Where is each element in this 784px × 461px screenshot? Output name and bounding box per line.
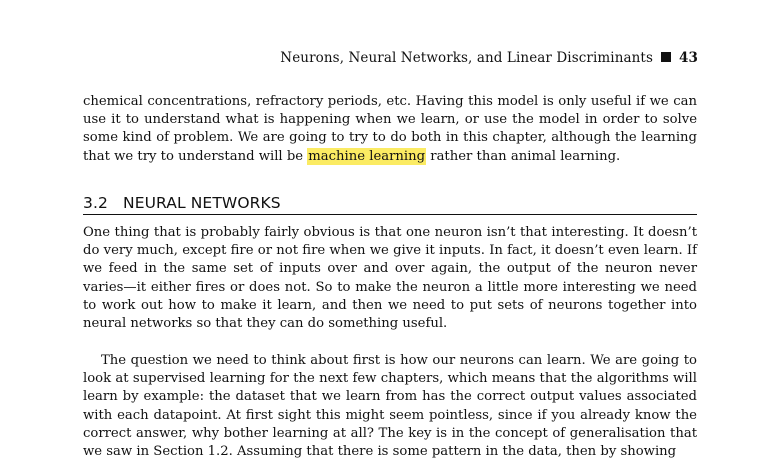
paragraph-one-neuron: One thing that is probably fairly obvious is that one neuron isn’t that interesting. It doesn’t do very much, except fire or not fire when we give it inputs. In fact, it doesn’t even learn. If we feed in the same set of inputs over and over again, the output of the neuron never varies—it either fires or does not. So to make the neuron a little more interesting we need to work out how to make it learn, and then we need to put sets of neurons together into neural networks so that they can do something useful. (83, 225, 697, 332)
page-number: 43 (679, 50, 698, 66)
running-title: Neurons, Neural Networks, and Linear Discriminants (280, 50, 653, 66)
highlighted-phrase[interactable]: machine learning (308, 148, 426, 164)
section-number: 3.2 (83, 194, 108, 212)
section-heading (83, 194, 697, 215)
paragraph-intro (83, 93, 697, 166)
section-title: NEURAL NETWORKS (123, 194, 281, 212)
paragraph-supervised-learning: The question we need to think about first is how our neurons can learn. We are going to look at supervised learning for the next few chapters, which means that the algorithms will learn by example: the dataset that we learn from has the correct output values associated with each datapoint. At first sight this might seem pointless, since if you already know the correct answer, why bother learning at all? The key is in the concept of generalisation that we saw in Section 1.2. Assuming that there is some pattern in the data, then by showing (83, 353, 697, 460)
paragraph-intro-text-before: chemical concentrations, refractory periods, etc. Having this model is only useful if we can use it to understand what is happening when we learn, or use the model in order to solve some kind of problem. We are going to try to do both in this chapter, although the learning that we try to understand will be (83, 94, 697, 164)
square-bullet-icon (661, 52, 671, 62)
paragraph-intro-text-after: rather than animal learning. (426, 148, 621, 164)
running-header (280, 50, 698, 66)
